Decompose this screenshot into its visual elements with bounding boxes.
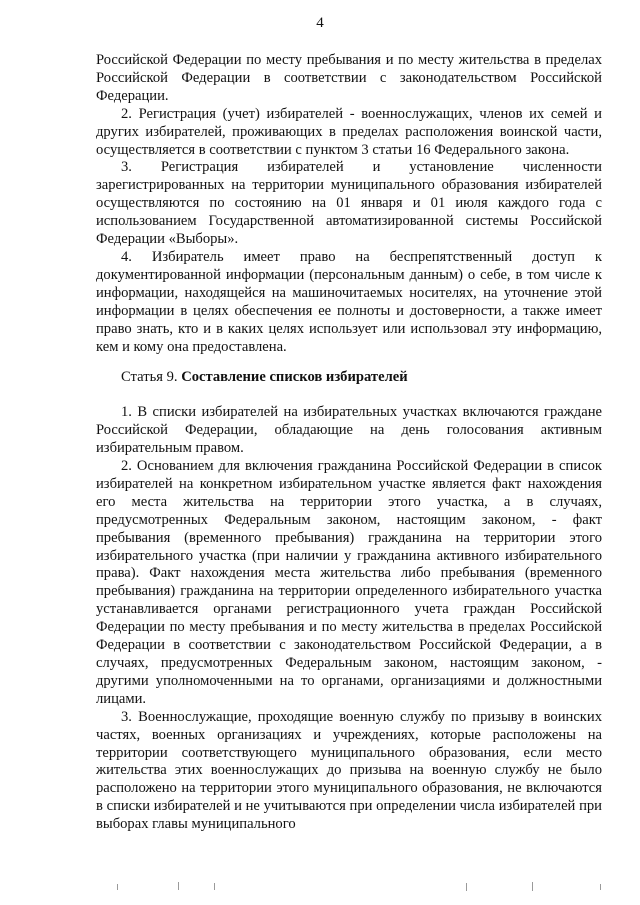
page-number: 4 bbox=[316, 15, 324, 31]
article-title: Составление списков избирателей bbox=[181, 369, 408, 386]
article-heading bbox=[96, 369, 602, 387]
paragraph-continuation: Российской Федерации по месту пребывания и по месту жительства в пределах Российской Федерации в соответствии с законодательством Российской Федерации. bbox=[96, 52, 602, 104]
paragraph-9-3: 3. Военнослужащие, проходящие военную службу по призыву в воинских частях, военных организациях и учреждениях, которые расположены на территории соответствующего муниципального образования, если место жительства этих военнослужащих до призыва на военную службу не было расположено на территории этого муниципального образования, не включаются в списки избирателей и не учитываются при определении числа избирателей при выборах главы муниципального bbox=[96, 708, 602, 833]
paragraph-9-1: 1. В списки избирателей на избирательных участках включаются граждане Российской Федерации, обладающие на день голосования активным избирательным правом. bbox=[96, 404, 602, 457]
document-body bbox=[96, 52, 602, 834]
paragraph-9-2: 2. Основанием для включения гражданина Российской Федерации в список избирателей на конкретном избирательном участке является факт нахождения его места жительства на территории этого участка, а в случаях, предусмотренных Федеральным законом, настоящим законом, - факт пребывания (временного пребывания) гражданина на территории этого избирательного участка (при наличии у гражданина активного избирательного права). Факт нахождения места жительства либо пребывания (временного пребывания) гражданина на территории определенного избирательного участка устанавливается органами регистрационного учета граждан Российской Федерации по месту пребывания и по месту жительства в пределах Российской Федерации в соответствии с законодательством Российской Федерации, а в случаях, предусмотренных Федеральным законом, настоящим законом, - другими уполномоченными на то органами, организациями и должностными лицами. bbox=[96, 458, 602, 707]
paragraph-8-2: 2. Регистрация (учет) избирателей - военнослужащих, членов их семей и других избирателей, проживающих в пределах расположения воинской части, осуществляется в соответствии с пунктом 3 статьи 16 Федерального закона. bbox=[96, 105, 602, 158]
article-number: Статья 9. bbox=[121, 369, 178, 386]
scan-artifacts bbox=[0, 880, 640, 900]
paragraph-8-4: 4. Избиратель имеет право на беспрепятственный доступ к документированной информации (персональным данным) о себе, в том числе к информации, находящейся на машиночитаемых носителях, на уточнение этой информации в целях обеспечения ее полноты и достоверности, а также имеет право знать, кто и в каких целях использует или использовал эту информацию, кем и кому она предоставлена. bbox=[96, 248, 602, 355]
paragraph-8-3: 3. Регистрация избирателей и установление численности зарегистрированных на территории муниципального образования избирателей осуществляются по состоянию на 01 января и 01 июля каждого года с использованием Государственной автоматизированной системы Российской Федерации «Выборы». bbox=[96, 159, 602, 248]
